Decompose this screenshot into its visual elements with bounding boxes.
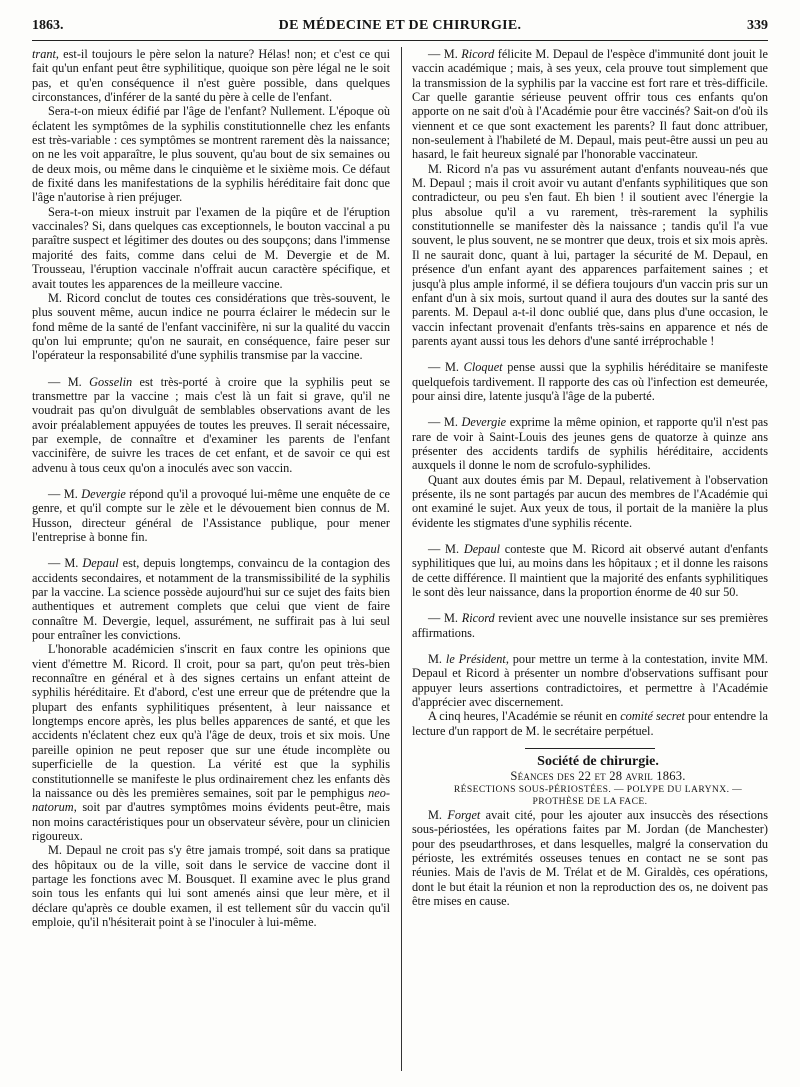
paragraph-text: pense aussi que la syphilis héréditaire se manifeste quelquefois tardivement. Il rapporte des cas où l'infection est demeurée, pour ainsi dire, latente jusqu'à l'âge de la puberté. bbox=[412, 360, 768, 403]
left-column bbox=[32, 47, 390, 1075]
section-topic-line: RÉSECTIONS SOUS-PÉRIOSTÉES. — POLYPE DU LARYNX. — bbox=[453, 783, 743, 795]
paragraph-text: , est-il toujours le père selon la nature? Hélas! non; et c'est ce qui fait qu'un enfant peut être syphilitique, quoique son père légal ne le soit pas, et qu'en conséquence il n'est guère possible, dans quelques circonstances, d'inférer de la santé du père à celle de l'enfant. bbox=[32, 47, 390, 105]
speaker-name: le Président bbox=[445, 652, 506, 667]
paragraph: M. Depaul ne croit pas s'y être jamais trompé, soit dans sa pratique des hôpitaux ou de la ville, soit dans le service de vaccine dont il partage les fonctions avec M. Bousquet. Il examine avec le plus grand soin tous les enfants qui lui sont amenés ainsi que leur mère, et il déclare qu'après ce double examen, il est tellement sûr du vaccin qu'il emploie, qu'il n'hésiterait point à se l'inoculer à lui-même. bbox=[32, 843, 390, 929]
paragraph-text: pour entendre la lecture d'un rapport de M. le secrétaire perpétuel. bbox=[412, 709, 768, 738]
paragraph: Quant aux doutes émis par M. Depaul, relativement à l'observation présente, ils ne sont partagés par aucun des membres de l'Académie qui ont examiné le sujet. Aux yeux de tous, il portait de la manière la plus évidente les stigmates d'une syphilis récente. bbox=[412, 472, 768, 530]
italic-term: comité secret bbox=[620, 709, 685, 724]
speaker-dash: — M. bbox=[428, 542, 464, 556]
paragraph bbox=[412, 415, 768, 472]
paragraph-text: , pour mettre un terme à la contestation, invite MM. Depaul et Ricord à présenter un nombre d'observations suffisant pour appuyer leurs assertions contradictoires, et permettre à l'Académie d'apprécier avec discernement. bbox=[412, 652, 768, 710]
speaker-dash: — M. bbox=[428, 611, 462, 626]
paragraph-text: avait cité, pour les ajouter aux insuccès des résections sous-périostées, les opérations faites par M. Jordan (de Manchester) pour des pseudarthroses, et dans lesquelles, malgré la conservation du périoste, les extrémités osseuses tenues en contact ne se sont pas réunies. Mais de l'avis de M. Trélat et de M. Giraldès, ces opérations, dont le but était la réunion et non la reproduction des os, ne doivent pas être mises en cause. bbox=[412, 807, 768, 908]
running-header bbox=[32, 14, 768, 40]
speaker-name: Gosselin bbox=[89, 374, 133, 389]
paragraph: Sera-t-on mieux édifié par l'âge de l'enfant? Nullement. L'époque où éclatent les symptômes de la syphilis constitutionnelle chez les enfants est très-variable : ces symptômes se montrent rarement dès la naissance; on ne les voit apparaître, le plus souvent, qu'au bout de six semaines ou de deux mois, ou même dans le cinquième et le sixième mois. Ce défaut de fixité dans les manifestations de la syphilis héréditaire fait donc que l'âge n'autorise à rien préjuger. bbox=[32, 104, 390, 205]
paragraph-text: L'honorable académicien s'inscrit en faux contre les opinions que vient d'émettre M. Ricord. Il croit, pour sa part, qu'on peut très-bien reconnaître en général et à des signes certains un enfant atteint de syphilis héréditaire. Et d'abord, c'est une erreur que de prétendre que la plupart des enfants syphilitiques présentent, à leur naissance et longtemps encore après, les plus belles apparences de santé, et que les accidents n'éclatent chez eux qu'à l'âge de deux, trois et six mois. Une pareille opinion ne peut reposer que sur une étude incomplète ou superficielle de la question. La vérité est que la syphilis constitutionnelle se manifeste le plus ordinairement chez les enfants dès la naissance ou dès les premières semaines, soit par le pemphigus bbox=[32, 642, 390, 800]
section-topic bbox=[412, 784, 768, 808]
paragraph bbox=[32, 47, 390, 104]
header-title: DE MÉDECINE ET DE CHIRURGIE. bbox=[278, 18, 522, 33]
speaker-dash: — M. bbox=[428, 360, 464, 375]
paragraph bbox=[32, 487, 390, 544]
header-year: 1863. bbox=[32, 18, 64, 33]
paragraph bbox=[32, 556, 390, 642]
speaker-dash: — M. bbox=[428, 415, 462, 430]
speaker-dash: — M. bbox=[48, 556, 83, 571]
paragraph: M. Ricord conclut de toutes ces considérations que très-souvent, le plus souvent même, aucun indice ne pourra éclairer le médecin sur le fond même de la santé de l'enfant vaccinifère, ni sur la qualité du vaccin qu'on lui emprunte; qu'on ne saurait, en conséquence, faire peser sur l'opérateur la responsabilité d'une syphilis transmise par la vaccine. bbox=[32, 290, 390, 363]
paragraph-text: conteste que M. Ricord ait observé autant d'enfants syphilitiques que lui, au moins dans les hôpitaux ; et il donne les raisons de cette différence. Il maintient que la majorité des enfants syphilitiques le sont dès leur naissance, dans la proportion énorme de 40 sur 50. bbox=[412, 542, 768, 600]
paragraph bbox=[412, 652, 768, 709]
paragraph-text: félicite M. Depaul de l'espèce d'immunité dont jouit le vaccin académique ; mais, à ses yeux, cela prouve tout simplement que la transmission de la syphilis par la vaccine est fort rare et très-difficile. Car quelle garantie sérieuse peuvent offrir tous ces enfants qu'on apporte on ne sait d'où à l'Académie pour être vaccinés? Sait-on d'où ils viennent et ce que sont exactement les parents? Il faut donc attribuer, non-seulement à l'habileté de M. Depaul, mais peut-être aussi un peu au hasard, le fait heureux signalé par l'honorable vaccinateur. bbox=[412, 47, 768, 162]
speaker-name: Ricord bbox=[461, 611, 495, 626]
speaker-dash: — M. bbox=[48, 486, 82, 501]
paragraph bbox=[412, 808, 768, 908]
section-date-text: Séances des 22 et 28 avril 1863. bbox=[510, 769, 686, 784]
paragraph bbox=[412, 360, 768, 403]
speaker-name: Ricord bbox=[461, 47, 495, 61]
paragraph bbox=[412, 709, 768, 738]
paragraph-text: revient avec une nouvelle insistance sur ses premières affirmations. bbox=[412, 611, 768, 640]
speaker-name: Devergie bbox=[461, 415, 507, 430]
speaker-name: Cloquet bbox=[463, 360, 503, 375]
paragraph bbox=[412, 611, 768, 640]
paragraph: Sera-t-on mieux instruit par l'examen de la piqûre et de l'éruption vaccinales? Si, dans quelques cas exceptionnels, le bouton vaccinal a pu paraître suspect et légitimer des doutes ou des soupçons; dans l'immense majorité des faits, comme dans celui de M. Devergie et de M. Trousseau, l'éruption vaccinale n'offrait aucun caractère spécifique, et avait toutes les apparences de la meilleure vaccine. bbox=[32, 204, 390, 291]
section-topic-line: PROTHÈSE DE LA FACE. bbox=[532, 795, 648, 807]
section-rule bbox=[525, 748, 655, 749]
paragraph-text: A cinq heures, l'Académie se réunit en bbox=[428, 709, 621, 724]
paragraph-text: est, depuis longtemps, convaincu de la contagion des accidents secondaires, et notamment de la transmissibilité de la syphilis par la vaccine. La science possède aujourd'hui sur ce sujet des faits bien authentiques et autrement complets que celui que vient de faire connaître M. Devergie, lequel, assurément, ne suffirait pas à lui seul pour entraîner les convictions. bbox=[32, 556, 390, 643]
paragraph-text: , soit par d'autres symptômes moins évidents peut-être, mais non moins caractéristiques pour un observateur sévère, pour un clinicien rigoureux. bbox=[32, 800, 390, 843]
section-date bbox=[412, 769, 768, 783]
speaker-prefix: M. bbox=[428, 807, 448, 822]
paragraph-text: répond qu'il a provoqué lui-même une enquête de ce genre, et qu'il compte sur le zèle et le dévouement bien connus de M. Husson, directeur général de l'Assistance publique, pour mener l'entreprise à bonne fin. bbox=[32, 486, 390, 544]
paragraph: M. Ricord n'a pas vu assurément autant d'enfants nouveau-nés que M. Depaul ; mais il croit avoir vu autant d'enfants syphilitiques que son contradicteur, ou peu s'en faut. Eh bien ! il soutient avec l'énergie la plus absolue qu'il a vu rarement, très-rarement la syphilis constitutionnelle se manifester dès la naissance ; tandis qu'il l'a vue souvent, le plus souvent, ne se montrer que deux, trois et six mois après. Il ne saurait donc, quant à lui, partager la sécurité de M. Depaul, en présence d'un enfant ayant des apparences parfaitement saines ; et jusqu'à plus ample informé, il se défiera toujours d'un vaccin pris sur un enfant d'un à six mois, surtout quand il aura des doutes sur la santé des parents. M. Depaul a-t-il donc oublié que, dans plus d'une occasion, le vaccin infectant provenait d'enfants très-sains en apparence et nés de parents ayant aussi tous les dehors d'une santé irréprochable ! bbox=[412, 161, 768, 348]
speaker-name: Depaul bbox=[82, 556, 119, 571]
speaker-name: Forget bbox=[447, 807, 481, 822]
speaker-name: Devergie bbox=[81, 486, 126, 501]
right-column bbox=[412, 47, 768, 1075]
paragraph bbox=[32, 642, 390, 843]
speaker-dash: — M. bbox=[428, 47, 462, 61]
paragraph bbox=[32, 375, 390, 475]
section-title: Société de chirurgie. bbox=[537, 754, 659, 770]
page-number: 339 bbox=[747, 18, 768, 33]
speaker-name: Depaul bbox=[463, 542, 501, 556]
paragraph-text: exprime la même opinion, et rapporte qu'il n'est pas rare de voir à Saint-Louis des jeunes gens de quatorze à quinze ans présenter des accidents tardifs de syphilis héréditaire, accidents auxquels il donne le nom de scrofulo-syphilides. bbox=[412, 415, 768, 473]
italic-word: trant bbox=[32, 47, 56, 61]
paragraph bbox=[412, 47, 768, 162]
italic-term: neo-natorum bbox=[32, 785, 390, 815]
header-rule bbox=[32, 40, 768, 41]
column-divider bbox=[401, 47, 402, 1071]
paragraph-text: est très-porté à croire que la syphilis peut se transmettre par la vaccine ; mais c'est là un fait si grave, qu'il ne voudrait pas qu'on divulguât de semblables observations avant de les avoir préalablement appuyées de toutes les preuves. Il serait nécessaire, par exemple, de connaître et d'examiner les parents de l'enfant vaccinifère, de suivre les traces de cet enfant, et de savoir ce qui est advenu à tous ceux qu'on a inoculés avec son vaccin. bbox=[32, 374, 390, 475]
speaker-prefix: M. bbox=[428, 652, 446, 667]
paragraph bbox=[412, 542, 768, 599]
speaker-dash: — M. bbox=[48, 374, 90, 389]
